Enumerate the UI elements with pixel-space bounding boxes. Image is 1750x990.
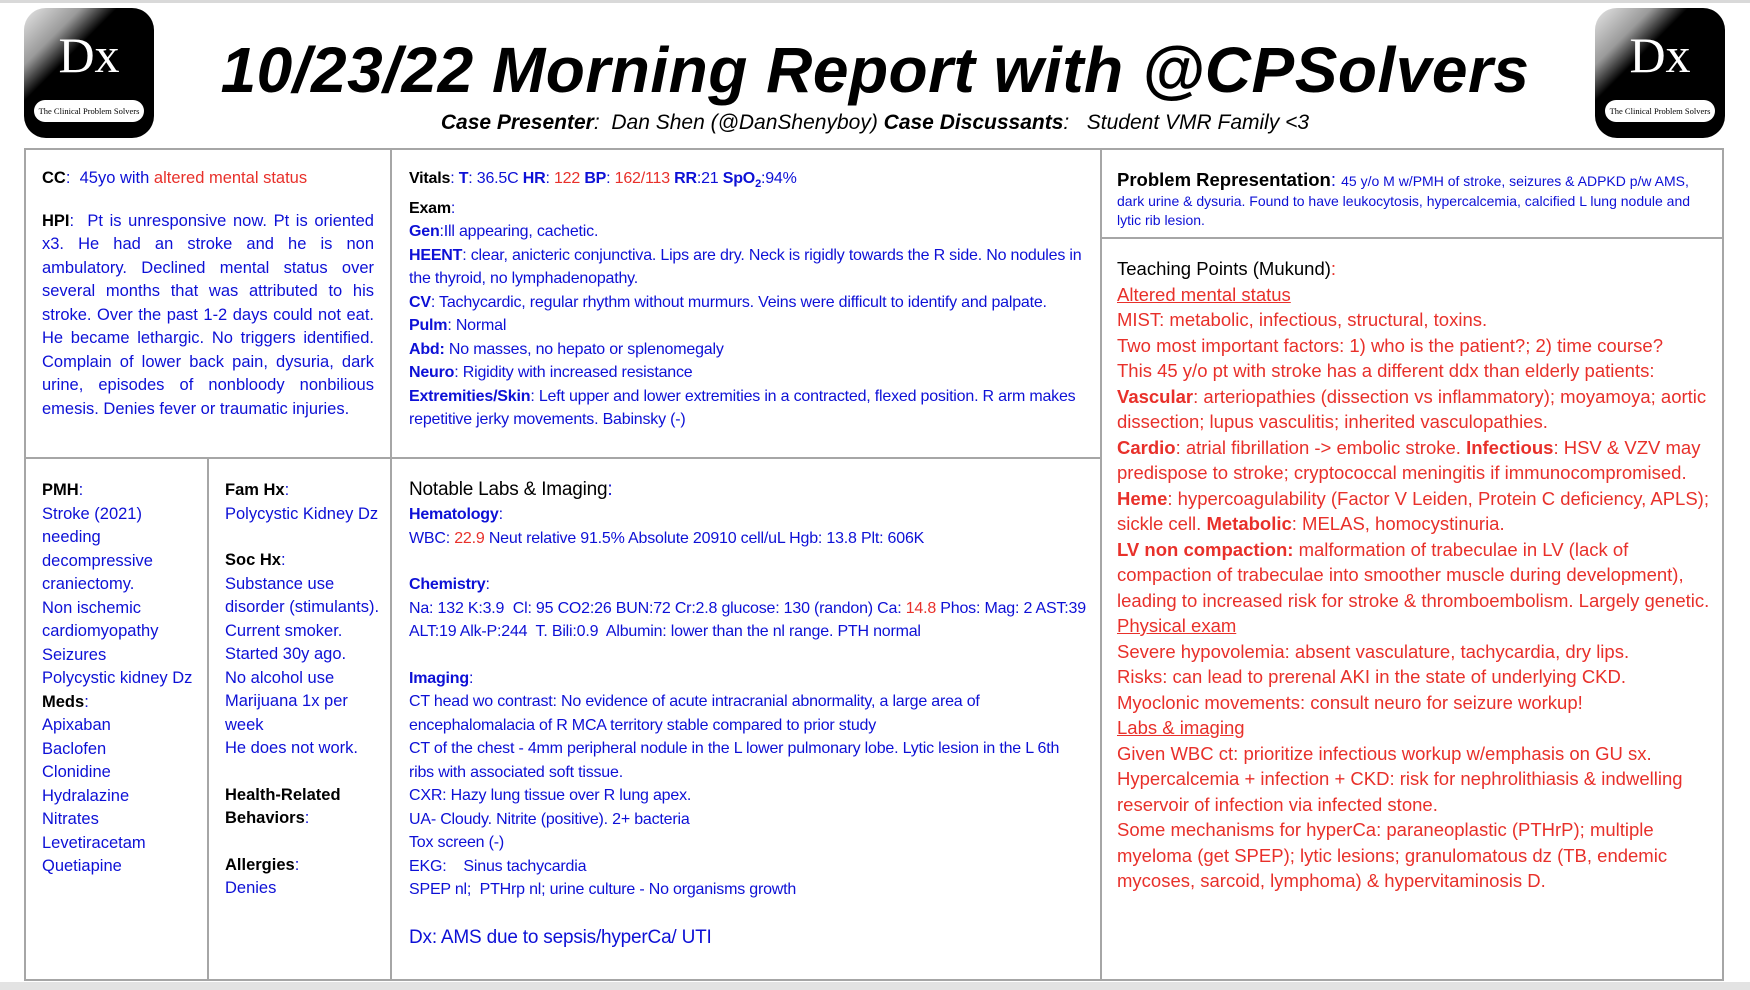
meds-label: Meds [42,692,85,711]
tp-pe-item: Severe hypovolemia: absent vasculature, tachycardia, dry lips. [1117,640,1630,662]
colon: : [69,211,88,230]
labs-imaging-panel [390,457,1102,981]
tp-pe-item: Risks: can lead to prerenal AKI in the state of underlying CKD. [1117,666,1627,687]
teaching-points-label: Teaching Points (Mukund) [1117,258,1331,279]
spo2-label: SpO [722,170,756,187]
sep: : [462,246,471,264]
cps-logo-left [24,8,154,138]
colon: : [65,169,80,187]
med-item: Clonidine [42,763,111,781]
colon: : [485,576,490,593]
temp-value: 36.5C [476,170,519,187]
pmh-item: Polycystic kidney Dz [42,669,193,687]
soc-hx-item: Substance use disorder (stimulants). [225,574,380,616]
cc-age: 45yo with [79,169,150,187]
tp-heading-physical-exam: Physical exam [1117,615,1237,636]
problem-representation-label: Problem Representation [1117,169,1331,190]
exam-item-heent [409,244,1086,291]
hematology-label: Hematology [409,506,499,523]
wbc-label: WBC: [409,529,455,547]
imaging-item: SPEP nl; PTHrp nl; urine culture - No organisms growth [409,881,797,898]
med-item: Hydralazine [42,786,130,805]
pmh-item: Stroke (2021) needing decompressive craniectomy. [42,504,153,593]
labs-title: Notable Labs & Imaging [409,479,608,500]
spo2-value: 94% [765,170,797,187]
cc-label: CC [42,169,66,187]
discussants-value: Student VMR Family <3 [1086,111,1310,134]
tp-bold-label: Heme [1117,487,1168,509]
colon: : [468,669,474,687]
logo-mark: Dx [58,27,120,83]
vitals-label: Vitals [409,170,451,187]
pmh-item: Seizures [42,645,107,664]
discussants-label: Case Discussants [883,111,1064,134]
exam-item-label: Abd: [409,340,445,358]
soc-hx-item: Current smoker. Started 30y ago. [225,621,347,663]
colon: : [696,170,702,187]
health-behaviors-label: Health-Related Behaviors [225,785,341,827]
page-title: 10/23/22 Morning Report with @CPSolvers [220,34,1530,106]
bp-value: 162/113 [614,170,670,187]
exam-item-label: Pulm [409,317,448,335]
allergies-text: Denies [225,879,277,897]
logo-tagline: The Clinical Problem Solvers [34,100,144,122]
tp-text: : HSV & VZV may predispose to stroke; cryptococcal meningitis if immunocompromised. [1117,436,1706,483]
soc-hx-item: No alcohol use [225,668,335,687]
exam-item-abd [409,338,1086,362]
tp-mist: MIST: metabolic, infectious, structural, toxins. [1117,309,1488,330]
diagnosis: Dx: AMS due to sepsis/hyperCa/ UTI [409,926,712,948]
exam-item-label: HEENT [409,246,463,264]
bottom-band [0,982,1750,990]
tp-two-factors: Two most important factors: 1) who is the patient?; 2) time course? [1117,334,1663,356]
colon: : [545,170,554,187]
presenter-label: Case Presenter [440,111,594,134]
chemistry-before: Na: 132 K:3.9 Cl: 95 CO2:26 BUN:72 Cr:2.8 glucose: 130 (randon) Ca: [409,599,906,617]
med-item: Apixaban [42,716,111,734]
hpi [42,210,374,422]
fam-soc-hx-panel [207,457,392,981]
imaging-item: CXR: Hazy lung tissue over R lung apex. [409,787,692,804]
soc-hx-label: Soc Hx [225,551,281,569]
cc-hpi-panel [24,148,392,459]
tp-text: : hypercoagulability (Factor V Leiden, Protein C deficiency, APLS); sickle cell. [1117,487,1715,534]
rr-value: 21 [701,170,719,187]
colon: : [760,170,766,187]
exam-item-text: clear, anicteric conjunctiva. Lips are dry. Neck is rigidly towards the R side. No nodules in the thyroid, no lymphadenopathy. [409,246,1082,288]
spo2-subscript: 2 [755,178,761,191]
sep: : [430,293,440,311]
presenter-value: Dan Shen (@DanShenyboy) [611,111,878,134]
soc-hx-item: Marijuana 1x per week [225,692,348,734]
tp-text: : atrial fibrillation -> embolic stroke. [1175,436,1467,458]
bp-label: BP [584,170,607,187]
allergies-label: Allergies [225,855,295,874]
exam-item-text: Tachycardic, regular rhythm without murmurs. Veins were difficult to identify and palpate. [439,293,1047,311]
exam-item-pulm [409,314,1086,338]
fam-hx-label: Fam Hx [225,481,285,499]
top-band [0,0,1750,3]
sep: : [439,223,444,241]
hematology-values [409,527,1086,551]
wbc-value: 22.9 [454,529,485,547]
exam-item-label: Gen [409,223,440,241]
imaging-item: CT head wo contrast: No evidence of acute intracranial abnormality, a large area of encephalomalacia of R MCA territory stable compared to prior study [409,693,980,734]
imaging-item: UA- Cloudy. Nitrite (positive). 2+ bacteria [409,810,690,828]
exam-item-cv [409,291,1086,315]
colon: : [468,170,477,187]
med-item: Quetiapine [42,857,122,875]
soc-hx-item: He does not work. [225,739,358,757]
exam-item-text: No masses, no hepato or splenomegaly [448,340,724,358]
tp-ddx-intro: This 45 y/o pt with stroke has a different ddx than elderly patients: [1117,360,1655,381]
colon: : [284,481,290,499]
logo-mark: Dx [1629,27,1691,83]
sep: : [530,387,539,405]
tp-labs-item: Some mechanisms for hyperCa: paraneoplastic (PTHrP); multiple myeloma (get SPEP); lytic lesions; granulomatous dz (TB, endemic mycoses, sarcoid, lymphoma) & hypervitaminosis D. [1117,819,1668,891]
tp-labs-item: Given WBC ct: prioritize infectious workup w/emphasis on GU sx. [1117,742,1652,764]
colon: : [280,551,286,569]
exam-label: Exam [409,199,451,217]
colon: : [1063,111,1087,134]
exam-item-gen [409,220,1086,244]
tp-bold-label: LV non compaction: [1117,538,1294,560]
tp-text: : MELAS, homocystinuria. [1291,513,1505,534]
pmh-label: PMH [42,481,79,499]
hpi-label: HPI [42,211,70,230]
med-item: Baclofen [42,739,107,758]
tp-vascular [1117,384,1710,435]
chemistry-label: Chemistry [409,576,486,593]
colon: : [450,199,456,217]
colon: : [1330,258,1337,279]
logo-tagline: The Clinical Problem Solvers [1605,100,1715,122]
vitals-exam-panel [390,148,1102,459]
exam-item-neuro [409,361,1086,385]
hr-label: HR [522,170,546,187]
tp-bold-label: Infectious [1466,436,1554,458]
teaching-points-panel [1100,237,1724,981]
med-item: Levetiracetam [42,833,146,852]
colon: : [593,111,612,134]
tp-lv-non-compaction [1117,537,1710,614]
colon: : [78,481,84,499]
case-credits [160,110,1590,136]
exam-item-label: Extremities/Skin [409,387,531,405]
vitals-line [409,167,1086,197]
imaging-item: EKG: Sinus tachycardia [409,857,587,875]
temp-label: T [458,170,469,187]
tp-heading-labs-imaging: Labs & imaging [1117,717,1245,738]
cc-complaint: altered mental status [153,169,308,187]
imaging-item: Tox screen (-) [409,834,504,851]
exam-item-label: Neuro [409,364,455,382]
problem-representation-panel [1100,148,1724,239]
cps-logo-right [1595,8,1725,138]
exam-item-text: Left upper and lower extremities in a contracted, flexed position. R arm makes repetitive jerky movements. Babinsky (-) [409,387,1076,429]
colon: : [498,506,503,523]
exam-item-extremities [409,385,1086,432]
sep: : [447,317,456,335]
colon: : [607,479,613,500]
sep: : [454,364,463,382]
hematology-rest: Neut relative 91.5% Absolute 20910 cell/uL Hgb: 13.8 Plt: 606K [484,529,925,547]
exam-item-text: Rigidity with increased resistance [462,364,693,382]
problem-representation-text: 45 y/o M w/PMH of stroke, seizures & ADPKD p/w AMS, dark urine & dysuria. Found to have leukocytosis, hypercalcemia, calcified L lung nodule and lytic rib lesion. [1117,173,1691,228]
colon: : [450,170,459,187]
rr-label: RR [674,170,697,187]
colon: : [84,692,89,711]
colon: : [606,170,615,187]
chief-complaint [42,167,374,191]
tp-text: malformation of trabeculae in LV (lack of compaction of trabeculae into smoother muscle during development), leading to increased risk for stroke & thromboembolism. Largely genetic. [1117,538,1710,611]
tp-cardio-infectious-heme-metabolic [1117,435,1715,537]
exam-item-label: CV [409,293,431,311]
pmh-meds-panel [24,457,209,981]
chemistry-after: Phos: Mag: 2 AST:39 ALT:19 Alk-P:244 T. Bili:0.9 Albumin: lower than the nl range. PTH normal [409,599,1090,640]
fam-hx-text: Polycystic Kidney Dz [225,504,379,523]
tp-bold-label: Cardio [1117,436,1176,458]
tp-pe-item: Myoclonic movements: consult neuro for seizure workup! [1117,691,1583,713]
tp-heading-ams: Altered mental status [1117,283,1291,305]
tp-bold-label: Metabolic [1206,513,1292,534]
med-item: Nitrates [42,810,99,828]
calcium-value: 14.8 [905,599,937,617]
imaging-label: Imaging [409,669,469,687]
hr-value: 122 [553,170,581,187]
colon: : [304,809,310,827]
exam-item-text: Normal [455,317,507,335]
exam-item-text: Ill appearing, cachetic. [443,223,599,241]
imaging-item: CT of the chest - 4mm peripheral nodule in the L lower pulmonary lobe. Lytic lesion in the L 6th ribs with associated soft tissue. [409,740,1060,781]
pmh-item: Non ischemic cardiomyopathy [42,598,159,640]
colon: : [294,855,300,874]
hpi-text: Pt is unresponsive now. Pt is oriented x3. He had an stroke and he is non ambulatory. Declined mental status over several months that was attributed to his stroke. Over the past 1-2 days could not eat. He became lethargic. No triggers identified. Complain of lower back pain, dysuria, dark urine, episodes of nonbloody nonbilious emesis. Denies fever or traumatic injuries. [42,211,374,418]
tp-labs-item: Hypercalcemia + infection + CKD: risk for nephrolithiasis & indwelling reservoir of infection via infected stone. [1117,768,1683,815]
tp-bold-label: Vascular [1117,385,1194,407]
chemistry-values [409,597,1090,644]
colon: : [1330,169,1342,190]
tp-text: : arteriopathies (dissection vs inflammatory); moyamoya; aortic dissection; lupus vasculitis; inherited vasculopathies. [1117,385,1707,432]
